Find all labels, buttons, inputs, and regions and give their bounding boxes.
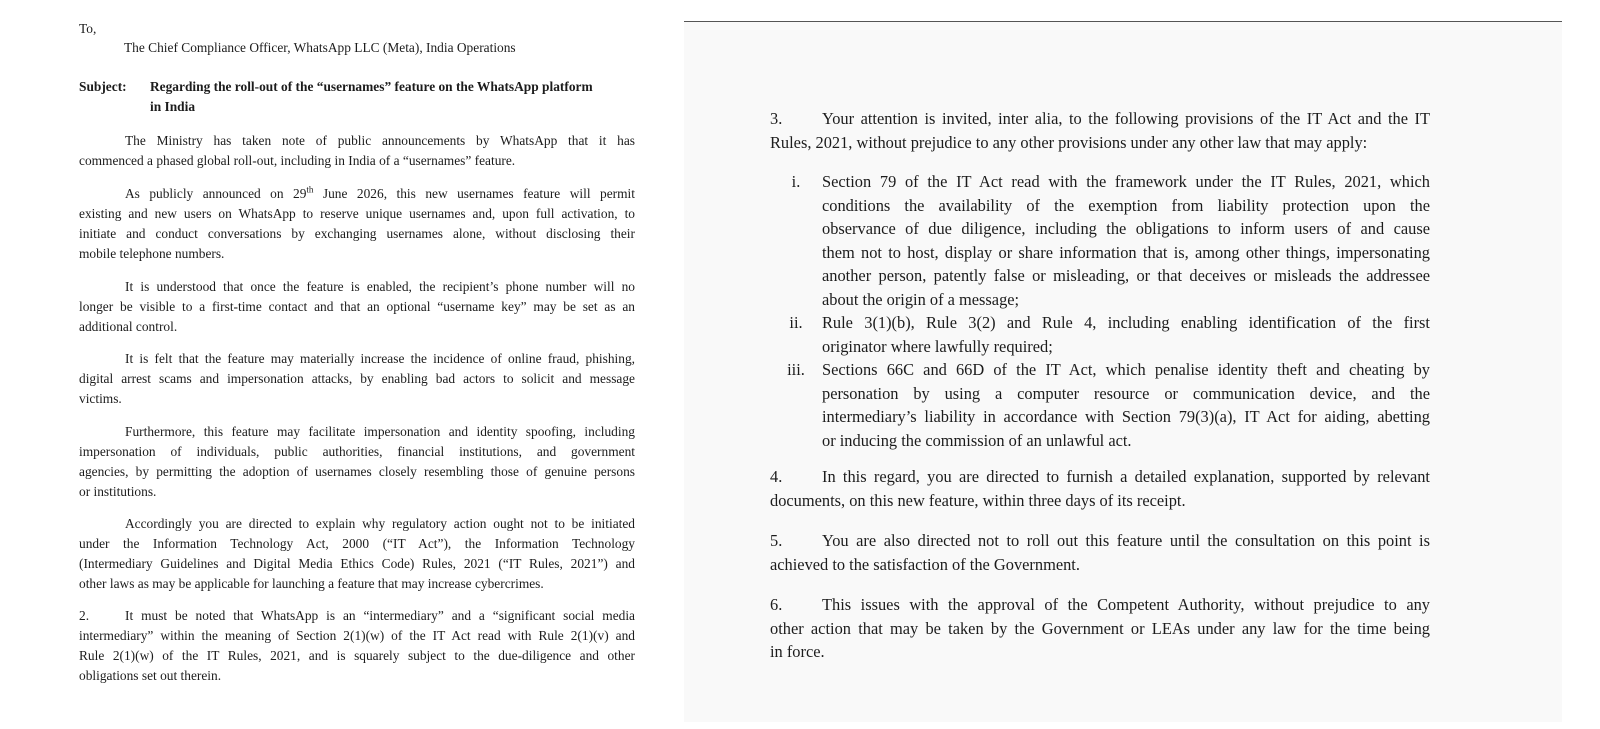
subject-label: Subject: <box>79 79 127 94</box>
paragraph-line: personation by using a computer resource or communication device, and the <box>822 383 1430 403</box>
paragraph-line: about the origin of a message; <box>822 289 1020 309</box>
paragraph-phone-visibility <box>79 277 635 337</box>
page-top-rule <box>684 21 1562 22</box>
paragraph-line: It is understood that once the feature is enabled, the recipient’s phone number will no <box>125 279 635 294</box>
list-item <box>770 358 1430 452</box>
section-2-intermediary <box>79 606 635 686</box>
list-item-number: ii. <box>789 313 803 332</box>
paragraph-line: The Ministry has taken note of public announcements by WhatsApp that it has <box>125 133 635 148</box>
paragraph-line: them not to host, display or share information that is, among other things, impersonating <box>822 242 1430 262</box>
paragraph-fraud-risk <box>79 349 635 409</box>
paragraph-line: 2. It must be noted that WhatsApp is an “intermediary” and a “significant social media <box>79 606 635 626</box>
paragraph-line: Accordingly you are directed to explain why regulatory action ought not to be initiated <box>125 516 635 531</box>
paragraph-line: 5. You are also directed not to roll out this feature until the consultation on this point is <box>770 529 1430 553</box>
paragraph-line: It is felt that the feature may materially increase the incidence of online fraud, phishing, <box>125 351 635 366</box>
subject-text-line-2: in India <box>150 99 196 114</box>
paragraph-line: obligations set out therein. <box>79 668 222 683</box>
list-item-number: i. <box>791 172 801 191</box>
paragraph-line: As publicly announced on 29th June 2026, this new usernames feature will permit <box>125 184 635 201</box>
paragraph-line: in force. <box>770 642 825 661</box>
paragraph-line: additional control. <box>79 319 178 334</box>
paragraph-line: another person, patently false or misleading, or that deceives or misleads the addressee <box>822 266 1430 285</box>
paragraph-line: or institutions. <box>79 484 157 499</box>
paragraph-directive-explain <box>79 514 635 594</box>
paragraph-impersonation <box>79 422 635 502</box>
subject-block <box>79 77 639 117</box>
section-3-provisions <box>770 107 1430 154</box>
subject-text-line-1: Regarding the roll-out of the “usernames” feature on the WhatsApp platform <box>150 79 593 94</box>
paragraph-line: commenced a phased global roll-out, including in India of a “usernames” feature. <box>79 153 516 168</box>
paragraph-announcement <box>79 131 635 171</box>
paragraph-line: Section 79 of the IT Act read with the framework under the IT Rules, 2021, which <box>822 172 1430 191</box>
paragraph-line: impersonation of individuals, public authorities, financial institutions, and government <box>79 444 635 459</box>
paragraph-line: Rules, 2021, without prejudice to any other provisions under any other law that may apply: <box>770 132 1368 152</box>
letter-page-left <box>0 0 682 729</box>
section-number: 6. <box>770 595 783 614</box>
paragraph-line: digital arrest scams and impersonation attacks, by enabling bad actors to solicit and message <box>79 371 635 386</box>
paragraph-line: observance of due diligence, including the obligations to inform users of and cause <box>822 219 1430 238</box>
list-item <box>770 311 1430 358</box>
paragraph-line: under the Information Technology Act, 2000 (“IT Act”), the Information Technology <box>79 536 635 551</box>
section-number: 3. <box>770 109 783 128</box>
paragraph-line: intermediary” within the meaning of Section 2(1)(w) of the IT Act read with Rule 2(1)(v) and <box>79 628 635 643</box>
recipient-line: The Chief Compliance Officer, WhatsApp LLC (Meta), India Operations <box>124 40 516 55</box>
list-item <box>770 170 1430 311</box>
paragraph-line: Rule 3(1)(b), Rule 3(2) and Rule 4, including enabling identification of the first <box>822 313 1430 332</box>
section-number: 5. <box>770 531 783 550</box>
section-6-approval <box>770 593 1430 664</box>
paragraph-line: documents, on this new feature, within three days of its receipt. <box>770 490 1186 510</box>
paragraph-usernames-feature <box>79 184 635 264</box>
paragraph-line: mobile telephone numbers. <box>79 246 225 261</box>
section-4-explanation <box>770 465 1430 512</box>
paragraph-line: other action that may be taken by the Government or LEAs under any law for the time being <box>770 618 1430 638</box>
paragraph-line: achieved to the satisfaction of the Government. <box>770 554 1080 574</box>
superscript-th: th <box>306 184 314 195</box>
section-number: 4. <box>770 467 783 486</box>
paragraph-line: agencies, by permitting the adoption of usernames closely resembling those of genuine persons <box>79 464 635 479</box>
paragraph-line: originator where lawfully required; <box>822 336 1053 356</box>
paragraph-line: intermediary’s liability in accordance with Section 79(3)(a), IT Act for aiding, abetting <box>822 407 1430 426</box>
paragraph-line: longer be visible to a first-time contact and that an optional “username key” may be set as an <box>79 299 635 314</box>
salutation: To, <box>79 21 97 36</box>
paragraph-line: 3. Your attention is invited, inter alia, to the following provisions of the IT Act and the IT <box>770 107 1430 131</box>
paragraph-line: victims. <box>79 391 122 406</box>
letter-page-right <box>682 0 1600 729</box>
paragraph-line: initiate and conduct conversations by exchanging usernames alone, without disclosing their <box>79 226 635 241</box>
section-5-rollout-halt <box>770 529 1430 576</box>
paragraph-line: Furthermore, this feature may facilitate impersonation and identity spoofing, including <box>125 424 635 439</box>
paragraph-line: other laws as may be applicable for launching a feature that may increase cybercrimes. <box>79 576 544 591</box>
paragraph-line: existing and new users on WhatsApp to reserve unique usernames and, upon full activation, to <box>79 206 635 221</box>
list-item-number: iii. <box>787 360 805 379</box>
paragraph-line: 4. In this regard, you are directed to furnish a detailed explanation, supported by relevant <box>770 465 1430 489</box>
paragraph-line: conditions the availability of the exemption from liability protection upon the <box>822 195 1430 215</box>
section-number: 2. <box>79 608 90 623</box>
paragraph-line: Rule 2(1)(w) of the IT Rules, 2021, and is squarely subject to the due-diligence and other <box>79 648 635 663</box>
paragraph-line: or inducing the commission of an unlawful act. <box>822 430 1132 450</box>
provisions-list <box>770 170 1430 452</box>
paragraph-line: 6. This issues with the approval of the Competent Authority, without prejudice to any <box>770 593 1430 617</box>
paragraph-line: (Intermediary Guidelines and Digital Media Ethics Code) Rules, 2021 (“IT Rules, 2021”) and <box>79 556 635 571</box>
paragraph-line: Sections 66C and 66D of the IT Act, which penalise identity theft and cheating by <box>822 360 1430 379</box>
